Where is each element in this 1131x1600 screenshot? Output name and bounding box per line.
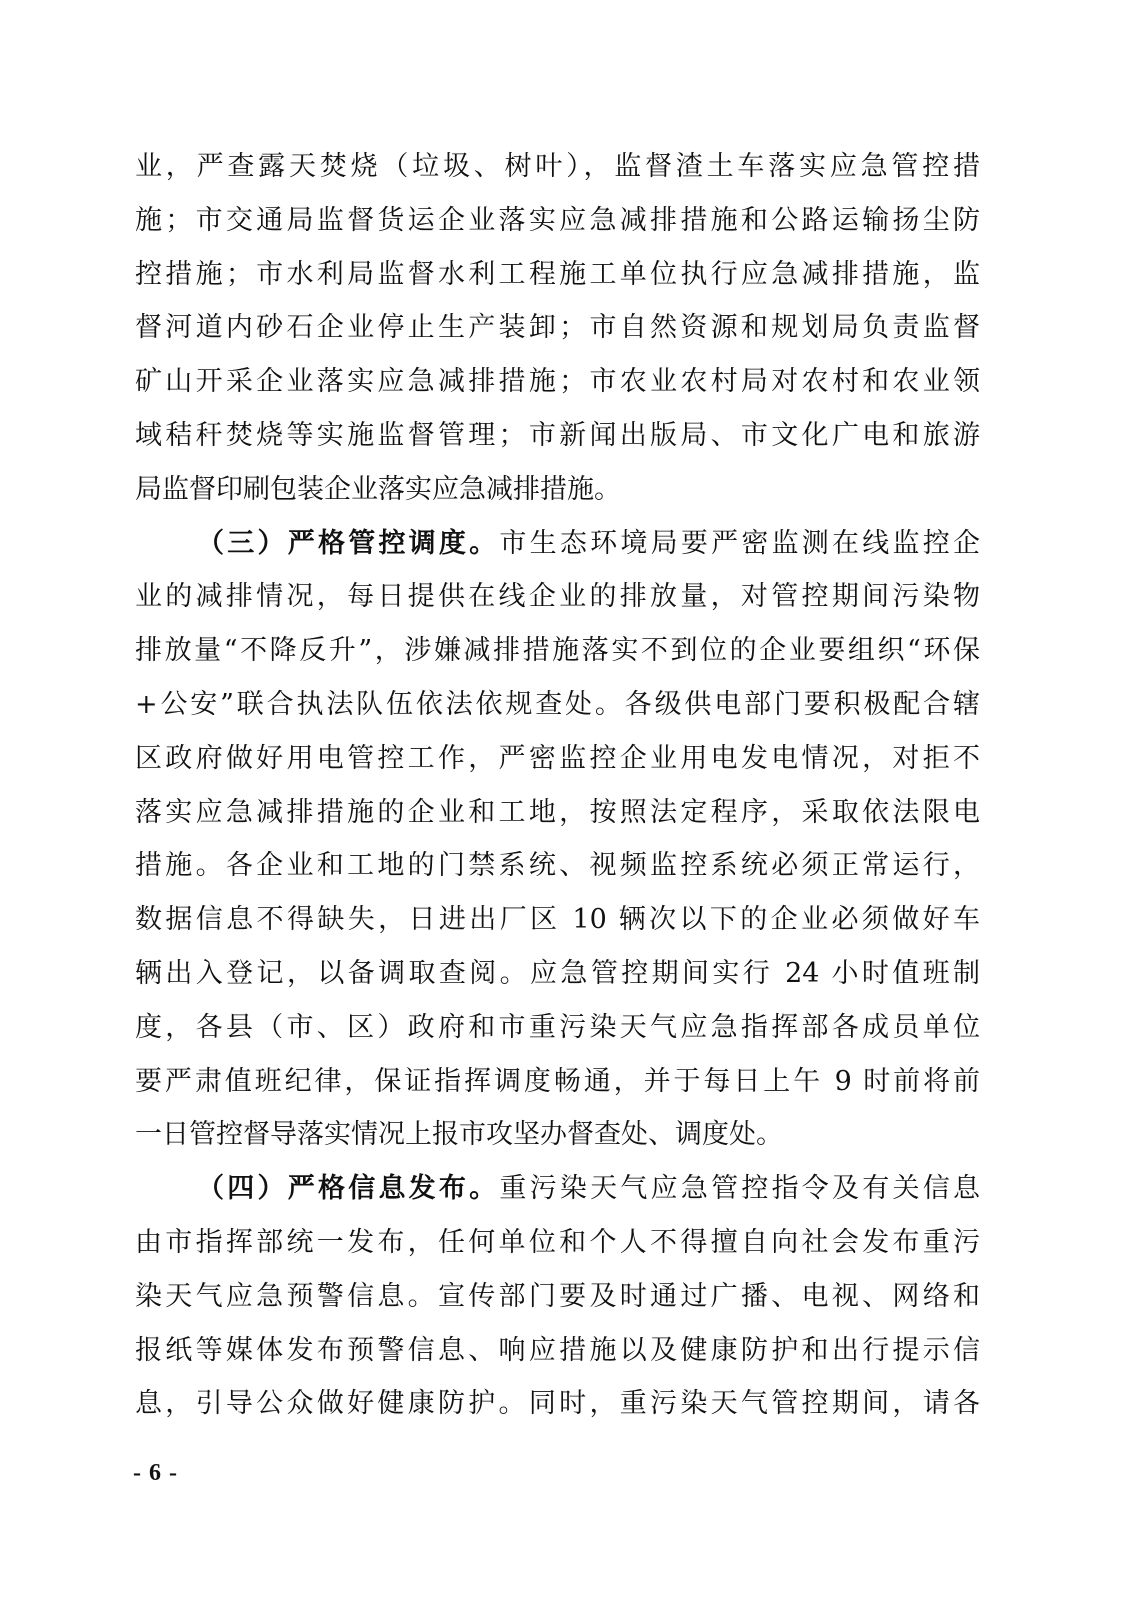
text-line: 数据信息不得缺失，日进出厂区 10 辆次以下的企业必须做好车 xyxy=(135,904,980,936)
text-line: 排放量“不降反升”，涉嫌减排措施落实不到位的企业要组织“环保 xyxy=(135,635,980,667)
text-line: 控措施；市水利局监督水利工程施工单位执行应急减排措施，监 xyxy=(135,258,980,290)
body-text xyxy=(135,140,980,1431)
page-number: - 6 - xyxy=(133,1460,178,1486)
text-line: 施；市交通局监督货运企业落实应急减排措施和公路运输扬尘防 xyxy=(135,204,980,236)
text-line: 域秸秆焚烧等实施监督管理；市新闻出版局、市文化广电和旅游 xyxy=(135,419,980,451)
text-line: 落实应急减排措施的企业和工地，按照法定程序，采取依法限电 xyxy=(135,796,980,828)
section-3-heading: （三）严格管控调度。 xyxy=(197,527,500,559)
text-line: 要严肃值班纪律，保证指挥调度畅通，并于每日上午 9 时前将前 xyxy=(135,1065,980,1097)
text-line: 度，各县（市、区）政府和市重污染天气应急指挥部各成员单位 xyxy=(135,1011,980,1043)
text-line: +公安”联合执法队伍依法依规查处。各级供电部门要积极配合辖 xyxy=(135,688,980,720)
section-4-first-line xyxy=(135,1162,980,1216)
section-3-first-line xyxy=(135,517,980,571)
text-line: 区政府做好用电管控工作，严密监控企业用电发电情况，对拒不 xyxy=(135,742,980,774)
text-line: 矿山开采企业落实应急减排措施；市农业农村局对农村和农业领 xyxy=(135,366,980,398)
section-3-first-line-text: 市生态环境局要严密监测在线监控企 xyxy=(499,527,981,559)
text-line: 辆出入登记，以备调取查阅。应急管控期间实行 24 小时值班制 xyxy=(135,957,980,989)
text-line: 业，严查露天焚烧（垃圾、树叶），监督渣土车落实应急管控措 xyxy=(135,151,980,182)
text-line: 息，引导公众做好健康防护。同时，重污染天气管控期间，请各 xyxy=(135,1388,980,1420)
text-line: 一日管控督导落实情况上报市攻坚办督查处、调度处。 xyxy=(135,1119,783,1151)
section-4-first-line-text: 重污染天气应急管控指令及有关信息 xyxy=(499,1173,981,1205)
text-line: 业的减排情况，每日提供在线企业的排放量，对管控期间污染物 xyxy=(135,581,980,613)
text-line: 染天气应急预警信息。宣传部门要及时通过广播、电视、网络和 xyxy=(135,1280,980,1312)
text-line: 局监督印刷包装企业落实应急减排措施。 xyxy=(135,473,621,505)
text-line: 由市指挥部统一发布，任何单位和个人不得擅自向社会发布重污 xyxy=(135,1226,980,1258)
text-line: 督河道内砂石企业停止生产装卸；市自然资源和规划局负责监督 xyxy=(135,312,980,344)
text-line: 措施。各企业和工地的门禁系统、视频监控系统必须正常运行， xyxy=(135,850,980,882)
text-line: 报纸等媒体发布预警信息、响应措施以及健康防护和出行提示信 xyxy=(135,1334,980,1366)
section-4-heading: （四）严格信息发布。 xyxy=(197,1173,500,1205)
